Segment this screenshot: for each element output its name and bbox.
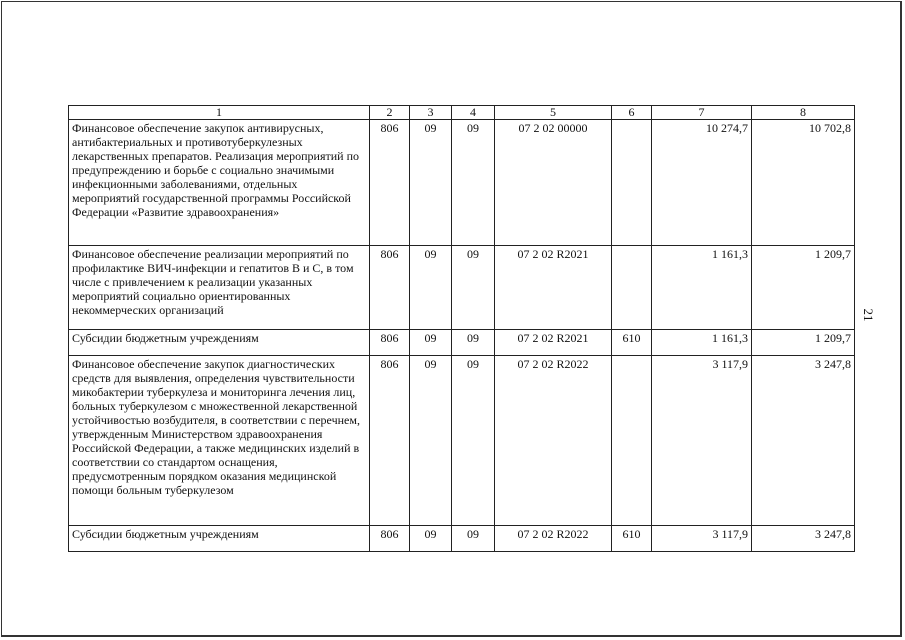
col-header-4: 4 [452,106,495,120]
cell-expense-type [612,246,652,330]
cell-section: 09 [410,526,452,552]
cell-amount-2: 3 247,8 [752,356,855,526]
cell-target-article: 07 2 02 R2022 [495,526,612,552]
cell-ministry: 806 [370,356,410,526]
cell-amount-1: 1 161,3 [652,246,752,330]
cell-expense-type [612,120,652,246]
header-row [69,106,855,120]
table-row [69,526,855,552]
cell-ministry: 806 [370,330,410,356]
cell-target-article: 07 2 02 00000 [495,120,612,246]
cell-subsection: 09 [452,356,495,526]
cell-amount-1: 1 161,3 [652,330,752,356]
cell-section: 09 [410,120,452,246]
row-name: Финансовое обеспечение закупок антивирусных, антибактериальных и противотуберкулезных лекарственных препаратов. Реализация мероприятий по предупреждению и борьбе с социально значимыми инфекционными заболеваниями, отдельных мероприятий государственной программы Российской Федерации «Развитие здравоохранения» [69,120,370,246]
row-name: Финансовое обеспечение реализации мероприятий по профилактике ВИЧ-инфекции и гепатитов B и C, в том числе с привлечением к реализации указанных мероприятий социально ориентированных некоммерческих организаций [69,246,370,330]
col-header-1: 1 [69,106,370,120]
cell-amount-2: 10 702,8 [752,120,855,246]
row-name: Субсидии бюджетным учреждениям [69,330,370,356]
cell-subsection: 09 [452,330,495,356]
cell-section: 09 [410,246,452,330]
col-header-6: 6 [612,106,652,120]
col-header-8: 8 [752,106,855,120]
page-number: 21 [861,308,876,322]
cell-expense-type: 610 [612,526,652,552]
cell-amount-2: 1 209,7 [752,246,855,330]
budget-table [68,105,855,552]
table-row [69,120,855,246]
cell-target-article: 07 2 02 R2021 [495,330,612,356]
cell-expense-type: 610 [612,330,652,356]
cell-ministry: 806 [370,246,410,330]
cell-target-article: 07 2 02 R2022 [495,356,612,526]
table-row [69,246,855,330]
cell-amount-2: 3 247,8 [752,526,855,552]
cell-expense-type [612,356,652,526]
cell-target-article: 07 2 02 R2021 [495,246,612,330]
cell-amount-1: 3 117,9 [652,526,752,552]
cell-subsection: 09 [452,246,495,330]
table-row [69,356,855,526]
cell-subsection: 09 [452,120,495,246]
cell-section: 09 [410,356,452,526]
cell-amount-2: 1 209,7 [752,330,855,356]
cell-ministry: 806 [370,526,410,552]
row-name: Финансовое обеспечение закупок диагностических средств для выявления, определения чувствительности микобактерии туберкулеза и мониторинга лечения лиц, больных туберкулезом с множественной лекарственной устойчивостью возбудителя, в соответствии с перечнем, утвержденным Министерством здравоохранения Российской Федерации, а также медицинских изделий в соответствии со стандартом оснащения, предусмотренным порядком оказания медицинской помощи больным туберкулезом [69,356,370,526]
cell-amount-1: 3 117,9 [652,356,752,526]
table-row [69,330,855,356]
cell-section: 09 [410,330,452,356]
col-header-5: 5 [495,106,612,120]
row-name: Субсидии бюджетным учреждениям [69,526,370,552]
col-header-7: 7 [652,106,752,120]
cell-ministry: 806 [370,120,410,246]
col-header-3: 3 [410,106,452,120]
cell-amount-1: 10 274,7 [652,120,752,246]
col-header-2: 2 [370,106,410,120]
cell-subsection: 09 [452,526,495,552]
